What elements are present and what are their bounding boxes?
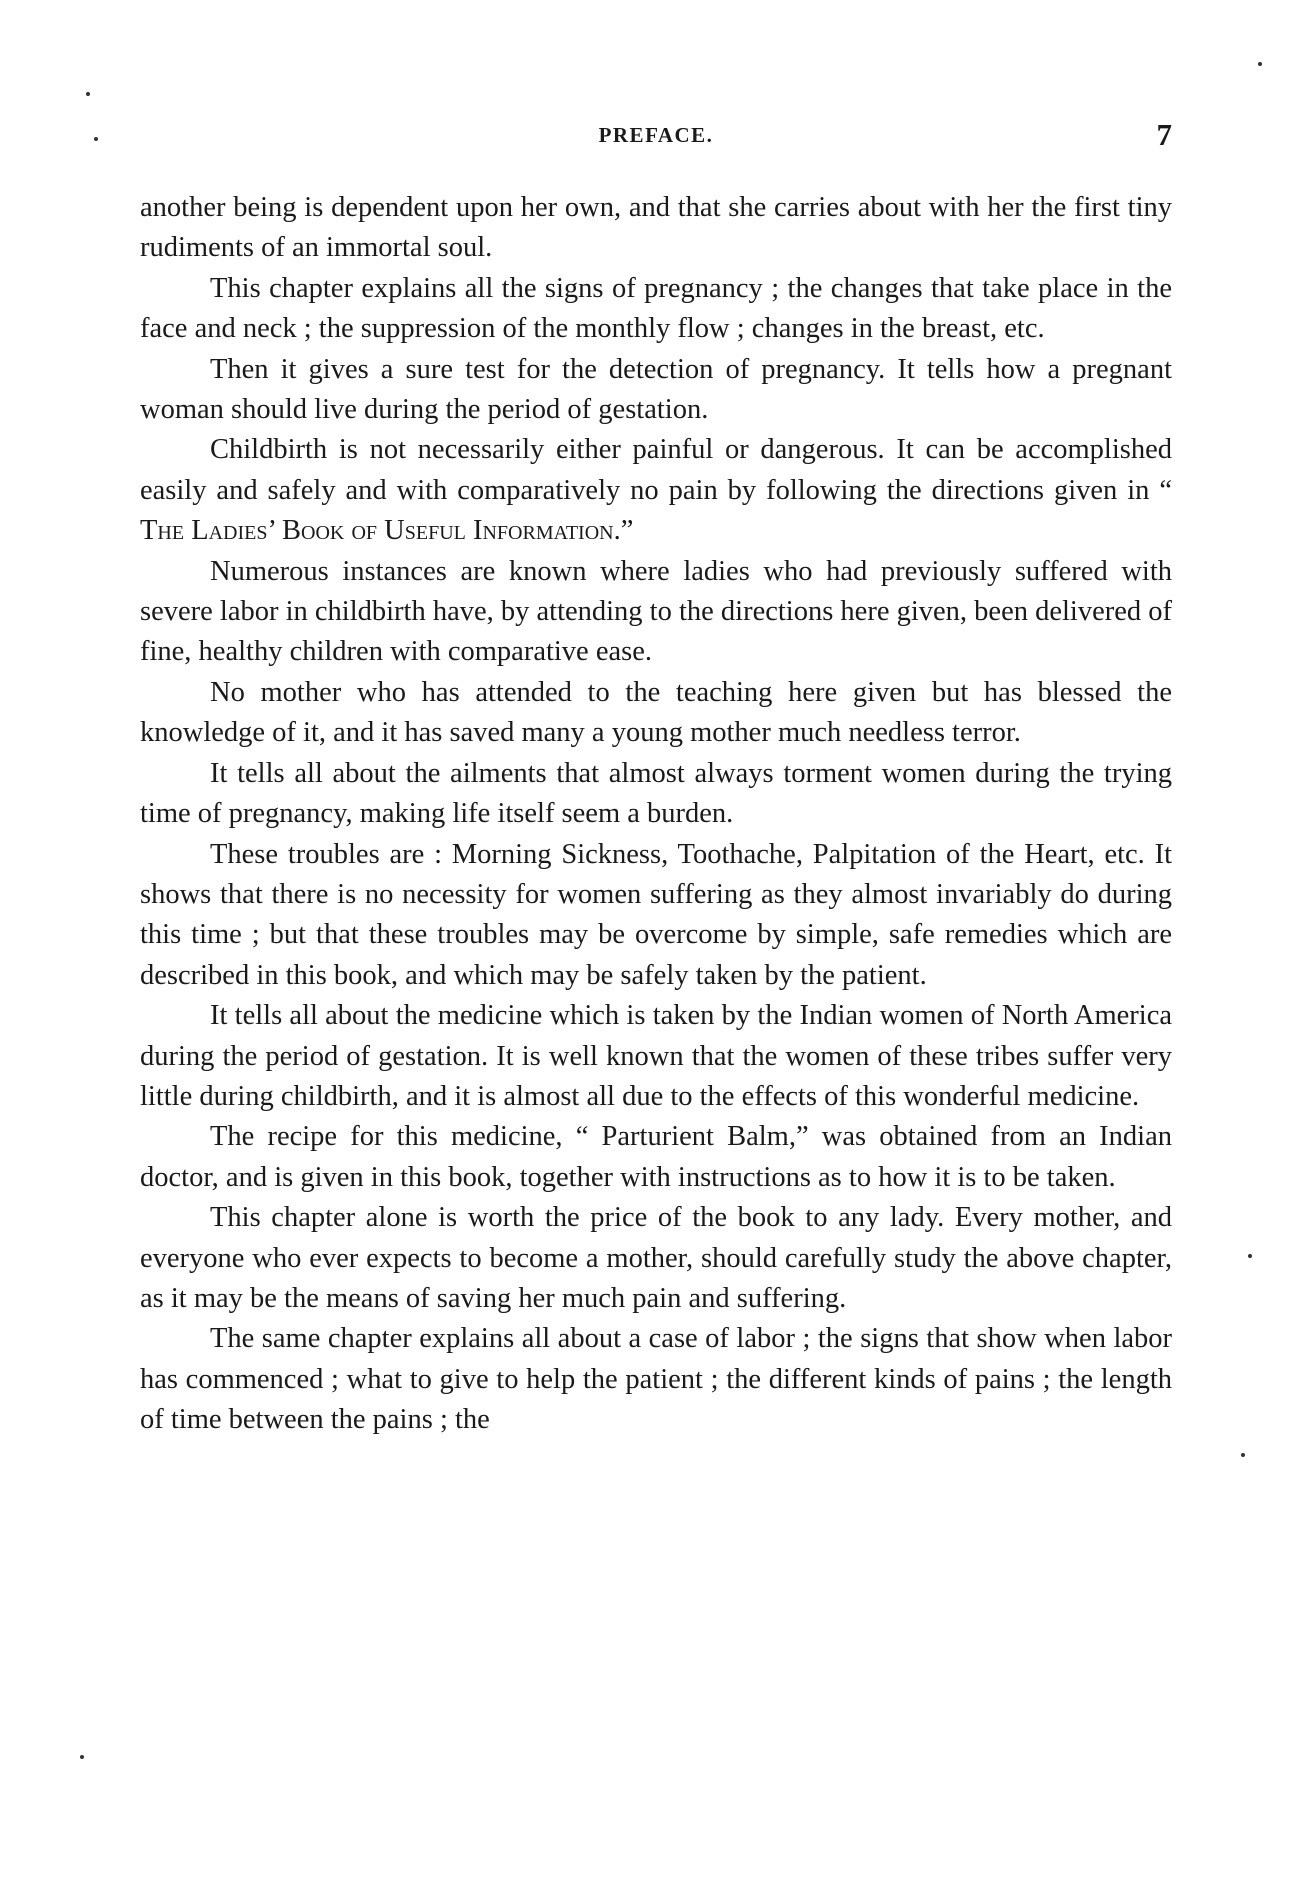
- paragraph: It tells all about the ailments that almost always torment women during the trying time of pregnancy, making life itself seem a burden.: [140, 757, 1172, 830]
- paragraph: Numerous instances are known where ladies who had previously suffered with severe labor in childbirth have, by attending to the directions here given, been delivered of fine, healthy children with comparative ease.: [140, 555, 1172, 668]
- paragraph: [140, 430, 1172, 551]
- scan-speck: [80, 1755, 84, 1759]
- paragraph: These troubles are : Morning Sickness, Toothache, Palpitation of the Heart, etc. It shows that there is no necessity for women suffering as they almost invariably do during this time ; but that these troubles may be overcome by simple, safe remedies which are described in this book, and which may be safely taken by the patient.: [140, 838, 1172, 991]
- paragraph: This chapter explains all the signs of pregnancy ; the changes that take place in the face and neck ; the suppression of the monthly flow ; changes in the breast, etc.: [140, 272, 1172, 345]
- paragraph: The same chapter explains all about a case of labor ; the signs that show when labor has commenced ; what to give to help the patient ; the different kinds of pains ; the length of time between the pains ; the: [140, 1323, 1172, 1436]
- page-number: 7: [1156, 117, 1172, 152]
- scan-speck: [1248, 1254, 1252, 1258]
- page-header: [140, 117, 1172, 163]
- scan-speck: [1258, 62, 1262, 66]
- paragraph-text: Childbirth is not necessarily either painful or dangerous. It can be accomplished easily and safely and with comparatively no pain by following the directions given in “: [140, 434, 1172, 506]
- scan-speck: [86, 92, 90, 96]
- body-text: [140, 188, 1172, 1441]
- paragraph: No mother who has attended to the teaching here given but has blessed the knowledge of it, and it has saved many a young mother much needless terror.: [140, 676, 1172, 749]
- scan-speck: [1241, 1453, 1245, 1457]
- paragraph: This chapter alone is worth the price of the book to any lady. Every mother, and everyone who ever expects to become a mother, should carefully study the above chapter, as it may be the means of saving her much pain and suffering.: [140, 1202, 1172, 1314]
- running-head: PREFACE.: [598, 123, 714, 147]
- scan-speck: [94, 137, 98, 141]
- paragraph: The recipe for this medicine, “ Parturient Balm,” was obtained from an Indian doctor, and is given in this book, together with instructions as to how it is to be taken.: [140, 1121, 1172, 1193]
- paragraph: It tells all about the medicine which is taken by the Indian women of North America during the period of gestation. It is well known that the women of these tribes suffer very little during childbirth, and it is almost all due to the effects of this wonderful medicine.: [140, 1000, 1172, 1112]
- book-title: The Ladies’ Book of Useful Information.: [140, 515, 621, 547]
- paragraph: another being is dependent upon her own, and that she carries about with her the first tiny rudiments of an immortal soul.: [140, 192, 1172, 264]
- closing-quote: ”: [620, 515, 634, 547]
- paragraph: Then it gives a sure test for the detection of pregnancy. It tells how a pregnant woman should live during the period of gestation.: [140, 353, 1172, 426]
